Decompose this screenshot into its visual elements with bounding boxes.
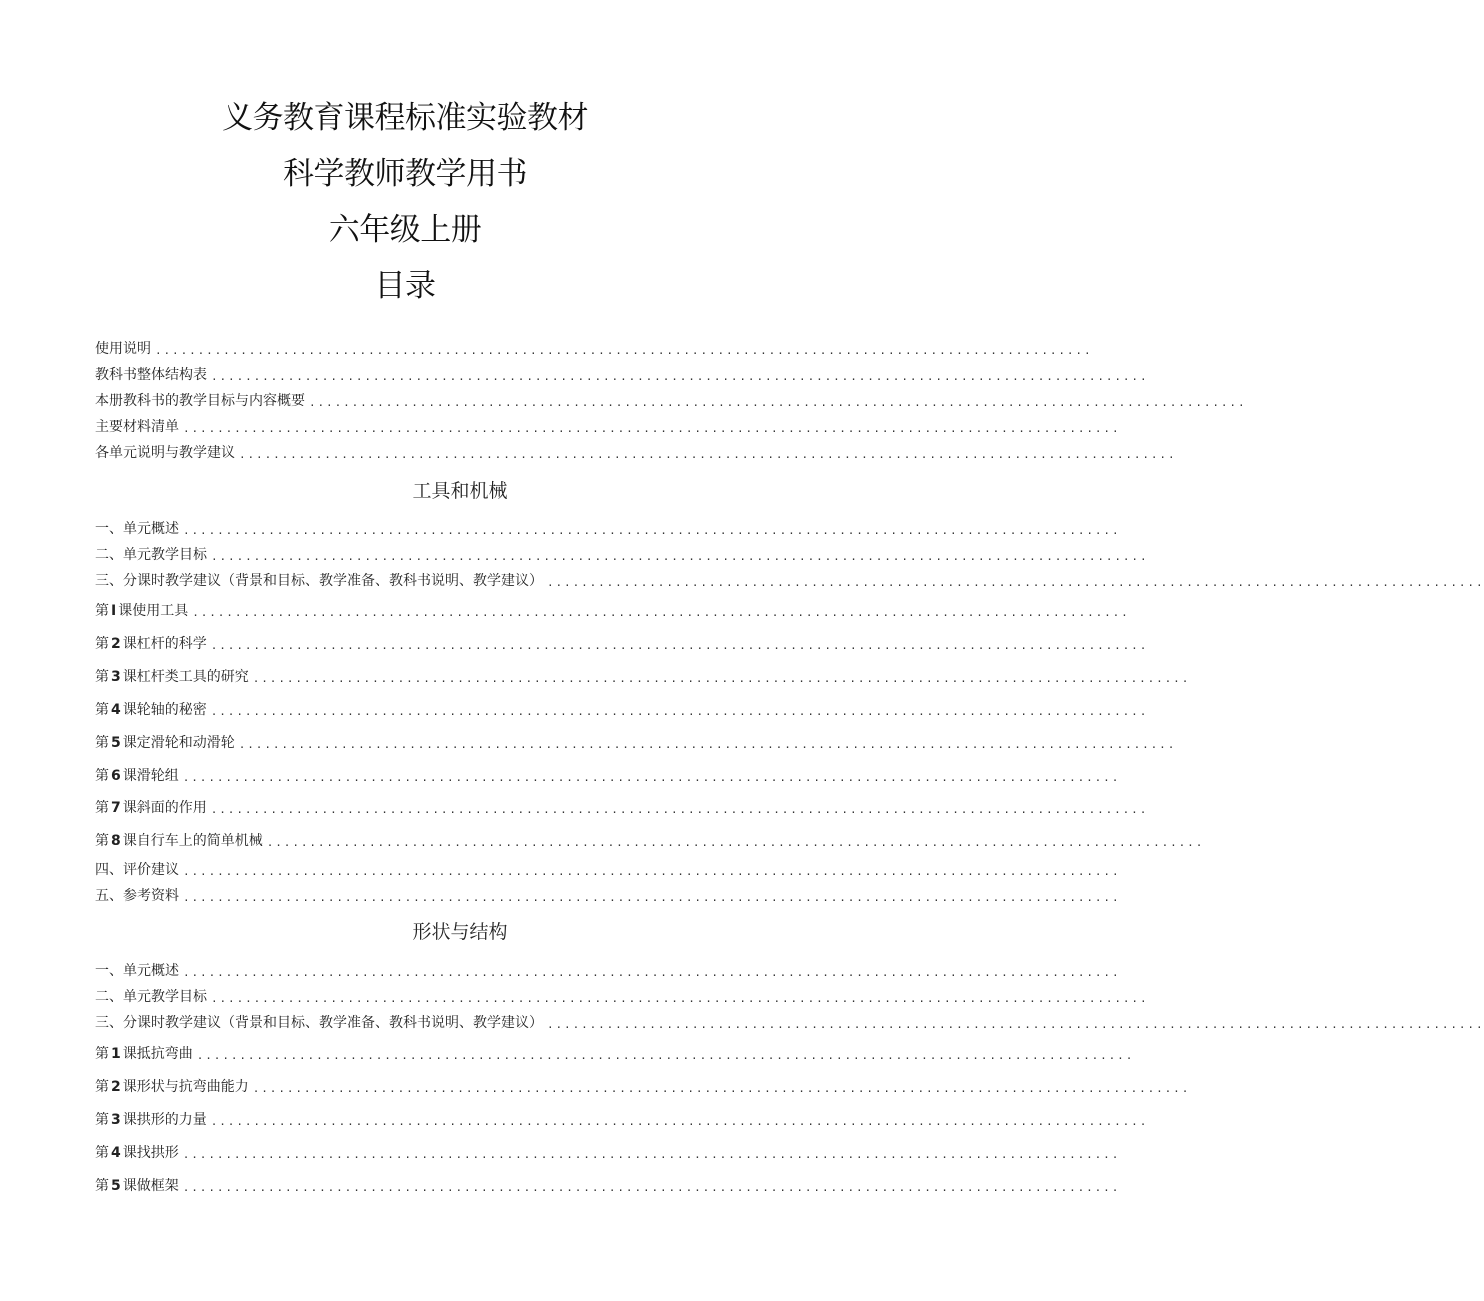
unit-heading [0, 476, 920, 503]
lesson-entry[interactable] [95, 666, 1191, 686]
toc-leader-dots: .............................................................................................................. [183, 865, 1121, 878]
toc-entry-text: 本册教科书的教学目标与内容概要 [95, 393, 305, 409]
unit-heading-text: 形状与结构 [412, 921, 508, 943]
toc-entry-label [95, 338, 151, 358]
toc-leader-dots: .............................................................................................................. [182, 1148, 1121, 1161]
toc-entry-prefix: 第 [95, 800, 109, 816]
lesson-title: 课抵抗弯曲 [122, 1046, 193, 1062]
contents-title: 目录 [374, 268, 436, 304]
toc-entry-label [95, 1012, 543, 1032]
toc-entry-prefix: 第 [95, 702, 109, 718]
unit-heading-text: 工具和机械 [412, 480, 508, 502]
toc-entry-label [95, 986, 207, 1006]
toc-entry-prefix: 第 [95, 636, 109, 652]
lesson-title: 课滑轮组 [122, 768, 179, 784]
toc-entry-label [95, 570, 543, 590]
toc-leader-dots: .............................................................................................................. [266, 836, 1205, 849]
toc-leader-dots: .............................................................................................................. [210, 803, 1149, 816]
toc-entry[interactable] [95, 960, 1121, 980]
toc-entry-label [95, 699, 207, 719]
lesson-number: 3 [111, 1112, 121, 1128]
toc-entry-prefix: 一、单元概述 [95, 521, 179, 537]
toc-entry[interactable] [95, 1012, 1484, 1032]
toc-leader-dots: .............................................................................................................. [183, 422, 1121, 435]
lesson-entry[interactable] [95, 633, 1149, 653]
toc-entry-label [95, 960, 179, 980]
toc-leader-dots: .............................................................................................................. [238, 738, 1177, 751]
toc-leader-dots: .............................................................................................................. [239, 448, 1177, 461]
lesson-number: 7 [111, 800, 121, 816]
lesson-entry[interactable] [95, 1076, 1191, 1096]
lesson-number: 6 [111, 768, 121, 784]
toc-entry[interactable] [95, 338, 1093, 358]
toc-entry-label [95, 364, 207, 384]
toc-entry-text: 各单元说明与教学建议 [95, 445, 235, 461]
toc-entry-label [95, 442, 235, 462]
book-title: 科学教师教学用书 [283, 156, 527, 192]
toc-leader-dots: .............................................................................................................. [547, 576, 1484, 589]
toc-leader-dots: .............................................................................................................. [183, 966, 1121, 979]
toc-entry-label [95, 1175, 179, 1195]
toc-entry[interactable] [95, 416, 1121, 436]
toc-entry[interactable] [95, 986, 1149, 1006]
toc-leader-dots: .............................................................................................................. [252, 1082, 1191, 1095]
toc-entry-prefix: 第 [95, 1178, 109, 1194]
toc-leader-dots: .............................................................................................................. [211, 992, 1149, 1005]
toc-leader-dots: .............................................................................................................. [211, 370, 1149, 383]
grade-title: 六年级上册 [328, 212, 482, 248]
lesson-number: 2 [111, 1079, 121, 1095]
toc-entry-label [95, 666, 249, 686]
toc-entry-prefix: 第 [95, 1145, 109, 1161]
lesson-entry[interactable] [95, 699, 1149, 719]
lesson-number: 8 [111, 833, 121, 849]
lesson-title: 课找拱形 [122, 1145, 179, 1161]
lesson-entry[interactable] [95, 1142, 1121, 1162]
toc-entry-prefix: 四、评价建议 [95, 862, 179, 878]
toc-entry-label [95, 732, 235, 752]
lesson-entry[interactable] [95, 1175, 1121, 1195]
toc-entry[interactable] [95, 364, 1149, 384]
lesson-title: 课定滑轮和动滑轮 [122, 735, 235, 751]
toc-entry-label [95, 416, 179, 436]
toc-leader-dots: .............................................................................................................. [196, 1049, 1135, 1062]
toc-leader-dots: .............................................................................................................. [183, 891, 1121, 904]
toc-entry-label [95, 390, 305, 410]
toc-entry-label [95, 633, 207, 653]
toc-entry-prefix: 第 [95, 669, 109, 685]
toc-entry-prefix: 第 [95, 603, 109, 619]
lesson-number: 5 [111, 1178, 121, 1194]
toc-entry-label [95, 797, 207, 817]
lesson-title: 课做框架 [122, 1178, 179, 1194]
lesson-entry[interactable] [95, 732, 1177, 752]
toc-leader-dots: .............................................................................................................. [210, 1115, 1149, 1128]
toc-entry[interactable] [95, 544, 1149, 564]
toc-entry-prefix: 第 [95, 768, 109, 784]
toc-leader-dots: .............................................................................................................. [182, 771, 1121, 784]
toc-entry-label [95, 885, 179, 905]
lesson-number: 3 [111, 669, 121, 685]
lesson-entry[interactable] [95, 1043, 1135, 1063]
lesson-entry[interactable] [95, 765, 1121, 785]
toc-entry-label [95, 859, 179, 879]
toc-entry-label [95, 830, 263, 850]
toc-entry-text: 使用说明 [95, 341, 151, 357]
lesson-title: 课杠杆的科学 [122, 636, 207, 652]
lesson-entry[interactable] [95, 600, 1130, 620]
lesson-number: 4 [111, 1145, 121, 1161]
toc-entry[interactable] [95, 390, 1247, 410]
toc-entry-prefix: 三、分课时教学建议（背景和目标、教学准备、教科书说明、教学建议） [95, 573, 543, 589]
toc-entry[interactable] [95, 859, 1121, 879]
toc-entry-prefix: 二、单元教学目标 [95, 547, 207, 563]
lesson-entry[interactable] [95, 797, 1149, 817]
toc-leader-dots: .............................................................................................................. [210, 705, 1149, 718]
lesson-number: 1 [111, 1046, 121, 1062]
lesson-title: 课杠杆类工具的研究 [122, 669, 249, 685]
toc-entry-label [95, 765, 179, 785]
toc-leader-dots: .............................................................................................................. [252, 672, 1191, 685]
toc-entry-label [95, 1076, 249, 1096]
lesson-title: 课拱形的力量 [122, 1112, 207, 1128]
toc-entry-text: 教科书整体结构表 [95, 367, 207, 383]
toc-entry-prefix: 第 [95, 735, 109, 751]
toc-leader-dots: .............................................................................................................. [155, 344, 1093, 357]
toc-entry-prefix: 第 [95, 1079, 109, 1095]
lesson-number: 2 [111, 636, 121, 652]
toc-leader-dots: .............................................................................................................. [192, 606, 1130, 619]
toc-entry[interactable] [95, 885, 1121, 905]
toc-entry-label [95, 544, 207, 564]
series-title: 义务教育课程标准实验教材 [222, 100, 588, 136]
toc-entry-label [95, 600, 188, 620]
toc-leader-dots: .............................................................................................................. [309, 396, 1247, 409]
toc-entry[interactable] [95, 518, 1121, 538]
toc-entry-label [95, 1043, 193, 1063]
toc-entry-prefix: 第 [95, 1046, 109, 1062]
lesson-number: 5 [111, 735, 121, 751]
lesson-title: 课轮轴的秘密 [122, 702, 207, 718]
lesson-entry[interactable] [95, 1109, 1149, 1129]
toc-entry-label [95, 518, 179, 538]
lesson-title: 课使用工具 [118, 603, 189, 619]
toc-leader-dots: .............................................................................................................. [547, 1018, 1484, 1031]
toc-entry-prefix: 二、单元教学目标 [95, 989, 207, 1005]
lesson-number: 4 [111, 702, 121, 718]
toc-leader-dots: .............................................................................................................. [211, 550, 1149, 563]
lesson-number: I [111, 603, 117, 619]
toc-entry-prefix: 五、参考资料 [95, 888, 179, 904]
toc-entry[interactable] [95, 442, 1177, 462]
lesson-title: 课形状与抗弯曲能力 [122, 1079, 249, 1095]
toc-leader-dots: .............................................................................................................. [210, 639, 1149, 652]
toc-entry-label [95, 1142, 179, 1162]
toc-entry-text: 主要材料清单 [95, 419, 179, 435]
toc-leader-dots: .............................................................................................................. [183, 524, 1121, 537]
lesson-entry[interactable] [95, 830, 1205, 850]
toc-entry[interactable] [95, 570, 1484, 590]
toc-leader-dots: .............................................................................................................. [182, 1181, 1121, 1194]
lesson-title: 课斜面的作用 [122, 800, 207, 816]
toc-entry-prefix: 一、单元概述 [95, 963, 179, 979]
toc-entry-prefix: 第 [95, 1112, 109, 1128]
unit-heading [0, 917, 920, 944]
toc-entry-prefix: 三、分课时教学建议（背景和目标、教学准备、教科书说明、教学建议） [95, 1015, 543, 1031]
toc-entry-label [95, 1109, 207, 1129]
lesson-title: 课自行车上的简单机械 [122, 833, 263, 849]
toc-entry-prefix: 第 [95, 833, 109, 849]
